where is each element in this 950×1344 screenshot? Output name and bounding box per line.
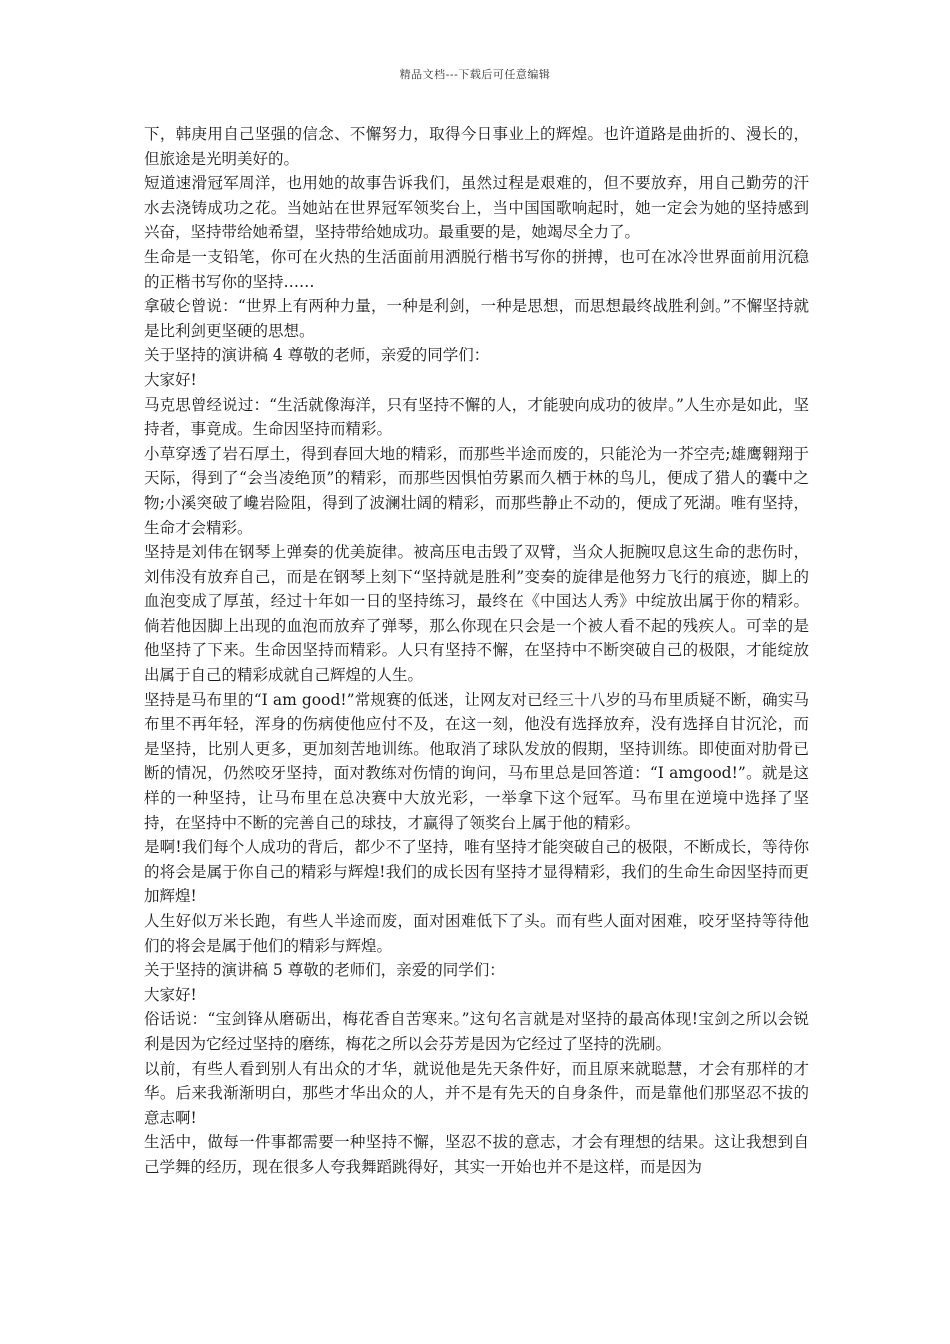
paragraph: 生活中，做每一件事都需要一种坚持不懈，坚忍不拔的意志，才会有理想的结果。这让我想到自己学舞的经历，现在很多人夸我舞蹈跳得好，其实一开始也并不是这样，而是因为 <box>144 1133 809 1176</box>
section-heading: 关于坚持的演讲稿 5 尊敬的老师们，亲爱的同学们： <box>144 961 505 980</box>
paragraph: 俗话说：“宝剑锋从磨砺出，梅花香自苦寒来。”这句名言就是对坚持的最高体现!宝剑之所以会锐利是因为它经过坚持的磨练，梅花之所以会芬芳是因为它经过了坚持的洗刷。 <box>144 1010 809 1053</box>
paragraph: 人生好似万米长跑，有些人半途而废，面对困难低下了头。而有些人面对困难，咬牙坚持等待他们的将会是属于他们的精彩与辉煌。 <box>144 912 809 955</box>
greeting: 大家好! <box>144 370 197 389</box>
section-heading: 关于坚持的演讲稿 4 尊敬的老师，亲爱的同学们： <box>144 346 490 365</box>
document-body <box>144 122 809 1180</box>
paragraph: 坚持是刘伟在钢琴上弹奏的优美旋律。被高压电击毁了双臂，当众人扼腕叹息这生命的悲伤时，刘伟没有放弃自己，而是在钢琴上刻下“坚持就是胜利”变奏的旋律是他努力飞行的痕迹，脚上的血泡变成了厚茧，经过十年如一日的坚持练习，最终在《中国达人秀》中绽放出属于你的精彩。倘若他因脚上出现的血泡而放弃了弹琴，那么你现在只会是一个被人看不起的残疾人。可幸的是他坚持了下来。生命因坚持而精彩。人只有坚持不懈，在坚持中不断突破自己的极限，才能绽放出属于自己的精彩成就自己辉煌的人生。 <box>144 543 809 685</box>
paragraph: 以前，有些人看到别人有出众的才华，就说他是先天条件好，而且原来就聪慧，才会有那样的才华。后来我渐渐明白，那些才华出众的人，并不是有先天的自身条件，而是靠他们那坚忍不拔的意志啊! <box>144 1059 809 1127</box>
paragraph: 坚持是马布里的“I am good!”常规赛的低迷，让网友对已经三十八岁的马布里质疑不断，确实马布里不再年轻，浑身的伤病使他应付不及，在这一刻，他没有选择放弃，没有选择自甘沉沦，而是坚持，比别人更多，更加刻苦地训练。他取消了球队发放的假期，坚持训练。即使面对肋骨已断的情况，仍然咬牙坚持，面对教练对伤情的询问，马布里总是回答道：“I amgood!”。就是这样的一种坚持，让马布里在总决赛中大放光彩，一举拿下这个冠军。马布里在逆境中选择了坚持，在坚持中不断的完善自己的球技，才赢得了领奖台上属于他的精彩。 <box>144 690 809 832</box>
greeting: 大家好! <box>144 985 197 1004</box>
paragraph: 下，韩庚用自己坚强的信念、不懈努力，取得今日事业上的辉煌。也许道路是曲折的、漫长的，但旅途是光明美好的。 <box>144 125 809 168</box>
paragraph: 拿破仑曾说：“世界上有两种力量，一种是利剑，一种是思想，而思想最终战胜利剑。”不懈坚持就是比利剑更坚硬的思想。 <box>144 297 809 340</box>
paragraph: 生命是一支铅笔，你可在火热的生活面前用洒脱行楷书写你的拼搏，也可在冰冷世界面前用沉稳的正楷书写你的坚持…… <box>144 247 809 291</box>
paragraph: 小草穿透了岩石厚土，得到春回大地的精彩，而那些半途而废的，只能沦为一芥空壳;雄鹰翱翔于天际，得到了“会当凌绝顶”的精彩，而那些因惧怕劳累而久栖于林的鸟儿，便成了猎人的囊中之物;小溪突破了巉岩险阻，得到了波澜壮阔的精彩，而那些静止不动的，便成了死湖。唯有坚持，生命才会精彩。 <box>144 444 809 537</box>
page-header: 精品文档---下载后可任意编辑 <box>399 68 551 81</box>
paragraph: 是啊!我们每个人成功的背后，都少不了坚持，唯有坚持才能突破自己的极限，不断成长，等待你的将会是属于你自己的精彩与辉煌!我们的成长因有坚持才显得精彩，我们的生命生命因坚持而更加辉煌! <box>144 838 809 906</box>
paragraph: 短道速滑冠军周洋，也用她的故事告诉我们，虽然过程是艰难的，但不要放弃，用自己勤劳的汗水去浇铸成功之花。当她站在世界冠军领奖台上，当中国国歌响起时，她一定会为她的坚持感到兴奋，坚持带给她希望，坚持带给她成功。最重要的是，她竭尽全力了。 <box>144 174 809 242</box>
paragraph: 马克思曾经说过：“生活就像海洋，只有坚持不懈的人，才能驶向成功的彼岸。”人生亦是如此，坚持者，事竟成。生命因坚持而精彩。 <box>144 395 809 439</box>
